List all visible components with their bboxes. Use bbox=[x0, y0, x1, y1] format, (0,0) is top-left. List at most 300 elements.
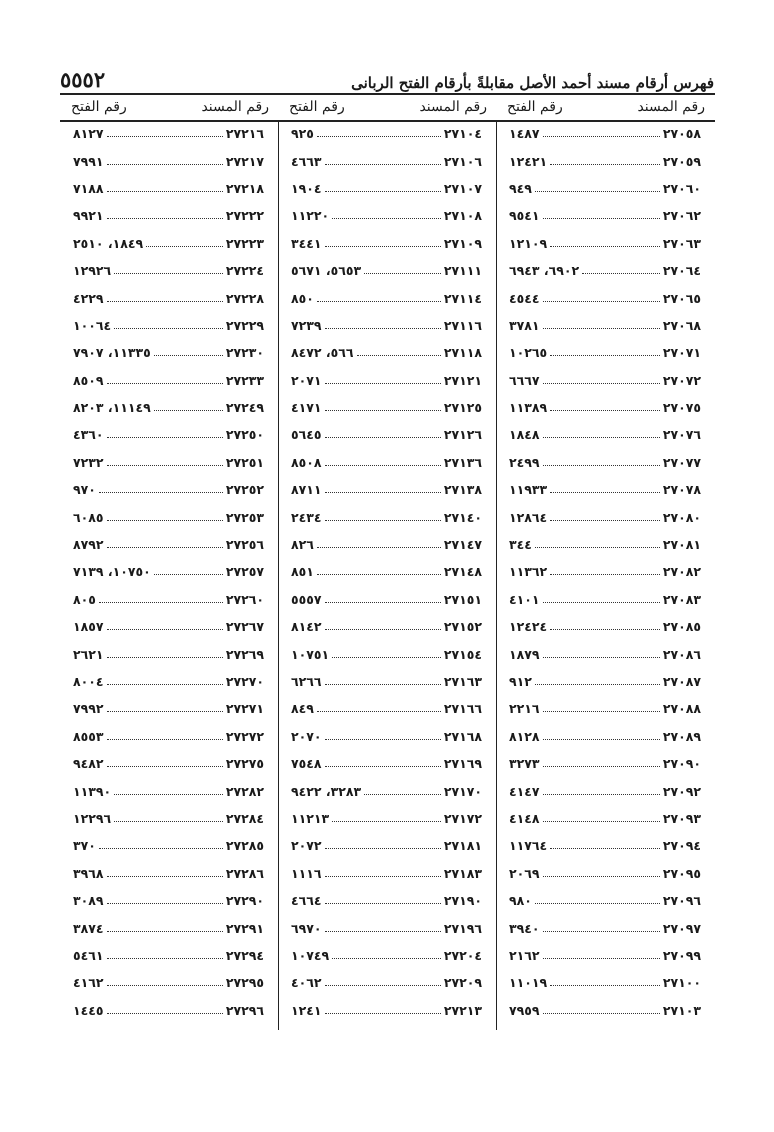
musnad-number: ٢٧٠٦٠ bbox=[662, 180, 701, 196]
table-row bbox=[291, 640, 482, 667]
leader-dots bbox=[317, 301, 441, 302]
leader-dots bbox=[543, 465, 660, 466]
musnad-number: ٢٧٠٩٤ bbox=[662, 838, 701, 854]
table-row bbox=[509, 750, 701, 777]
leader-dots bbox=[107, 164, 223, 165]
fath-number: ١٠٠٦٤ bbox=[73, 317, 112, 333]
leader-dots bbox=[114, 328, 223, 329]
musnad-number: ٢٧٠٧١ bbox=[662, 345, 701, 361]
fath-number: ٦٩٠٢، ٦٩٤٣ bbox=[509, 263, 580, 279]
fath-number: ١٠٢٦٥ bbox=[509, 345, 548, 361]
table-row bbox=[509, 312, 701, 339]
fath-number: ٤٠٦٢ bbox=[291, 975, 322, 991]
leader-dots bbox=[543, 602, 660, 603]
column-header-group bbox=[279, 93, 497, 120]
leader-dots bbox=[107, 684, 223, 685]
fath-number: ٢٠٧١ bbox=[291, 372, 322, 388]
fath-number: ٥٦٦، ٨٤٧٢ bbox=[291, 345, 354, 361]
table-row bbox=[291, 695, 482, 722]
table-row bbox=[291, 832, 482, 859]
fath-number: ٥٥٥٧ bbox=[291, 591, 322, 607]
leader-dots bbox=[550, 246, 660, 247]
page-number: ٥٥٥٢ bbox=[60, 67, 106, 92]
leader-dots bbox=[550, 520, 660, 521]
musnad-number: ٢٧١١١ bbox=[443, 263, 482, 279]
leader-dots bbox=[114, 821, 223, 822]
table-row bbox=[291, 805, 482, 832]
leader-dots bbox=[107, 520, 223, 521]
musnad-number: ٢٧٢١٣ bbox=[443, 1002, 482, 1018]
table-row bbox=[291, 202, 482, 229]
musnad-number: ٢٧١٦٦ bbox=[443, 701, 482, 717]
table-row bbox=[509, 120, 701, 147]
leader-dots bbox=[317, 136, 441, 137]
musnad-number: ٢٧١٨٣ bbox=[443, 865, 482, 881]
fath-number: ٨٤٩ bbox=[291, 701, 314, 717]
musnad-number: ٢٧٢١٧ bbox=[225, 153, 264, 169]
leader-dots bbox=[325, 328, 441, 329]
table-row bbox=[73, 284, 264, 311]
header-musnad: رقم المسند bbox=[419, 98, 487, 115]
table-row bbox=[509, 531, 701, 558]
fath-number: ٨٠٥ bbox=[73, 591, 96, 607]
musnad-number: ٢٧١٠٧ bbox=[443, 180, 482, 196]
musnad-number: ٢٧٢١٦ bbox=[225, 126, 264, 142]
musnad-number: ٢٧٠٨٣ bbox=[662, 591, 701, 607]
table-row bbox=[73, 723, 264, 750]
table-row bbox=[509, 695, 701, 722]
fath-number: ١١١٤٩، ٨٢٠٣ bbox=[73, 400, 151, 416]
leader-dots bbox=[325, 931, 441, 932]
leader-dots bbox=[543, 931, 660, 932]
leader-dots bbox=[550, 848, 660, 849]
musnad-number: ٢٧٠٦٢ bbox=[662, 208, 701, 224]
fath-number: ٣٩٤٠ bbox=[509, 920, 540, 936]
leader-dots bbox=[543, 218, 660, 219]
fath-number: ٨٠٠٤ bbox=[73, 674, 104, 689]
leader-dots bbox=[107, 711, 223, 712]
musnad-number: ٢٧٢٢٣ bbox=[225, 235, 264, 251]
fath-number: ١١٣٣٥، ٧٩٠٧ bbox=[73, 345, 151, 361]
fath-number: ٧٢٣٩ bbox=[291, 317, 322, 333]
table-row bbox=[509, 832, 701, 859]
table-row bbox=[509, 997, 701, 1024]
table-row bbox=[73, 613, 264, 640]
table-row bbox=[509, 175, 701, 202]
musnad-number: ٢٧٠٦٨ bbox=[662, 317, 701, 333]
musnad-number: ٢٧٠٩٣ bbox=[662, 810, 701, 826]
leader-dots bbox=[325, 1013, 441, 1014]
leader-dots bbox=[107, 191, 223, 192]
fath-number: ١١٧٦٤ bbox=[509, 838, 548, 854]
leader-dots bbox=[550, 410, 660, 411]
leader-dots bbox=[543, 876, 660, 877]
leader-dots bbox=[364, 273, 441, 274]
leader-dots bbox=[325, 876, 441, 877]
fath-number: ٩٩٢١ bbox=[73, 208, 104, 224]
leader-dots bbox=[325, 848, 441, 849]
fath-number: ٩٨٠ bbox=[509, 893, 532, 909]
fath-number: ٩٢٥ bbox=[291, 126, 314, 142]
leader-dots bbox=[107, 1013, 223, 1014]
leader-dots bbox=[332, 958, 441, 959]
leader-dots bbox=[107, 547, 223, 548]
musnad-number: ٢٧١٦٨ bbox=[443, 728, 482, 744]
table-row bbox=[291, 367, 482, 394]
leader-dots bbox=[325, 629, 441, 630]
musnad-number: ٢٧٢٩٠ bbox=[225, 893, 264, 909]
table-row bbox=[291, 777, 482, 804]
table-row bbox=[291, 942, 482, 969]
musnad-number: ٢٧١١٦ bbox=[443, 317, 482, 333]
table-row bbox=[73, 202, 264, 229]
table-row bbox=[509, 942, 701, 969]
musnad-number: ٢٧٠٨٢ bbox=[662, 564, 701, 580]
table-row bbox=[73, 914, 264, 941]
leader-dots bbox=[543, 301, 660, 302]
table-row bbox=[73, 120, 264, 147]
table-row bbox=[509, 476, 701, 503]
musnad-number: ٢٧١١٨ bbox=[443, 345, 482, 361]
leader-dots bbox=[107, 958, 223, 959]
musnad-number: ٢٧١٩٠ bbox=[443, 893, 482, 909]
index-column bbox=[497, 120, 715, 1030]
leader-dots bbox=[543, 136, 660, 137]
table-row bbox=[291, 531, 482, 558]
table-row bbox=[73, 750, 264, 777]
fath-number: ٤١٠١ bbox=[509, 591, 540, 607]
fath-number: ٦٩٧٠ bbox=[291, 920, 322, 936]
table-row bbox=[291, 558, 482, 585]
header-musnad: رقم المسند bbox=[201, 98, 269, 115]
fath-number: ٨٢٦ bbox=[291, 537, 314, 553]
musnad-number: ٢٧٢٥٠ bbox=[225, 427, 264, 443]
leader-dots bbox=[154, 355, 223, 356]
table-row bbox=[509, 367, 701, 394]
leader-dots bbox=[543, 958, 660, 959]
leader-dots bbox=[325, 520, 441, 521]
fath-number: ٦٠٨٥ bbox=[73, 509, 104, 525]
musnad-number: ٢٧٢٩٥ bbox=[225, 975, 264, 991]
leader-dots bbox=[325, 602, 441, 603]
leader-dots bbox=[107, 437, 223, 438]
leader-dots bbox=[107, 739, 223, 740]
leader-dots bbox=[325, 191, 441, 192]
index-column bbox=[279, 120, 497, 1030]
table-row bbox=[509, 887, 701, 914]
musnad-number: ٢٧٠٧٦ bbox=[662, 427, 701, 443]
table-row bbox=[291, 312, 482, 339]
fath-number: ٣٠٨٩ bbox=[73, 893, 104, 909]
table-row bbox=[73, 805, 264, 832]
fath-number: ٤٥٤٤ bbox=[509, 290, 540, 306]
musnad-number: ٢٧١٦٩ bbox=[443, 756, 482, 772]
leader-dots bbox=[543, 657, 660, 658]
fath-number: ٨١٢٧ bbox=[73, 126, 104, 142]
leader-dots bbox=[107, 383, 223, 384]
musnad-number: ٢٧٠٥٩ bbox=[662, 153, 701, 169]
musnad-number: ٢٧١٧٠ bbox=[443, 783, 482, 799]
leader-dots bbox=[550, 164, 660, 165]
leader-dots bbox=[535, 191, 660, 192]
table-row bbox=[291, 586, 482, 613]
header-fath: رقم الفتح bbox=[71, 98, 127, 115]
table-row bbox=[73, 668, 264, 695]
leader-dots bbox=[99, 602, 223, 603]
leader-dots bbox=[107, 876, 223, 877]
table-row bbox=[73, 695, 264, 722]
fath-number: ٨٥٠ bbox=[291, 290, 314, 306]
fath-number: ١٠٧٤٩ bbox=[291, 947, 330, 963]
fath-number: ٢٢١٦ bbox=[509, 701, 540, 717]
fath-number: ١٨٧٩ bbox=[509, 646, 540, 662]
table-row bbox=[73, 476, 264, 503]
fath-number: ١٢٢٩٦ bbox=[73, 810, 112, 826]
fath-number: ٥٦٤٥ bbox=[291, 427, 322, 443]
fath-number: ١٤٤٥ bbox=[73, 1002, 104, 1018]
leader-dots bbox=[325, 465, 441, 466]
musnad-number: ٢٧٢٢٨ bbox=[225, 290, 264, 306]
fath-number: ٢١٦٢ bbox=[509, 947, 540, 963]
fath-number: ١٢١٠٩ bbox=[509, 235, 548, 251]
table-row bbox=[73, 531, 264, 558]
leader-dots bbox=[107, 629, 223, 630]
fath-number: ١١٩٣٣ bbox=[509, 482, 548, 498]
table-row bbox=[73, 942, 264, 969]
table-row bbox=[291, 750, 482, 777]
fath-number: ٤٢٢٩ bbox=[73, 290, 104, 306]
musnad-number: ٢٧٢٤٩ bbox=[225, 400, 264, 416]
fath-number: ١٢٨٦٤ bbox=[509, 509, 548, 525]
fath-number: ١٢٤٢٤ bbox=[509, 619, 548, 635]
musnad-number: ٢٧٢٨٢ bbox=[225, 783, 264, 799]
leader-dots bbox=[332, 657, 441, 658]
table-row bbox=[291, 339, 482, 366]
musnad-number: ٢٧١٦٣ bbox=[443, 674, 482, 689]
leader-dots bbox=[325, 437, 441, 438]
leader-dots bbox=[550, 355, 660, 356]
leader-dots bbox=[535, 684, 660, 685]
table-row bbox=[291, 284, 482, 311]
fath-number: ١١٢١٣ bbox=[291, 810, 330, 826]
musnad-number: ٢٧٠٩٦ bbox=[662, 893, 701, 909]
musnad-number: ٢٧٢٧١ bbox=[225, 701, 264, 717]
musnad-number: ٢٧٠٥٨ bbox=[662, 126, 701, 142]
table-row bbox=[509, 421, 701, 448]
musnad-number: ٢٧٢٩٤ bbox=[225, 947, 264, 963]
index-column bbox=[61, 120, 279, 1030]
musnad-number: ٢٧١٥٢ bbox=[443, 619, 482, 635]
leader-dots bbox=[154, 574, 223, 575]
fath-number: ٤١٦٢ bbox=[73, 975, 104, 991]
fath-number: ٩١٢ bbox=[509, 674, 532, 689]
musnad-number: ٢٧٢٩١ bbox=[225, 920, 264, 936]
table-row bbox=[291, 997, 482, 1024]
musnad-number: ٢٧١٩٦ bbox=[443, 920, 482, 936]
fath-number: ١٨٥٧ bbox=[73, 619, 104, 635]
leader-dots bbox=[325, 383, 441, 384]
fath-number: ٨٧١١ bbox=[291, 482, 322, 498]
header-fath: رقم الفتح bbox=[507, 98, 563, 115]
fath-number: ٦٦٦٧ bbox=[509, 372, 540, 388]
musnad-number: ٢٧١٠٩ bbox=[443, 235, 482, 251]
musnad-number: ٢٧٠٧٧ bbox=[662, 454, 701, 470]
fath-number: ٧٢٣٢ bbox=[73, 454, 104, 470]
leader-dots bbox=[325, 492, 441, 493]
table-row bbox=[291, 613, 482, 640]
fath-number: ٨٥٠٨ bbox=[291, 454, 322, 470]
leader-dots bbox=[364, 794, 441, 795]
musnad-number: ٢٧٢٠٤ bbox=[443, 947, 482, 963]
fath-number: ١٨٤٨ bbox=[509, 427, 540, 443]
musnad-number: ٢٧٢٠٩ bbox=[443, 975, 482, 991]
musnad-number: ٢٧١٢٥ bbox=[443, 400, 482, 416]
table-row bbox=[509, 202, 701, 229]
musnad-number: ٢٧٢٥٦ bbox=[225, 537, 264, 553]
leader-dots bbox=[325, 410, 441, 411]
leader-dots bbox=[317, 547, 441, 548]
table-row bbox=[291, 147, 482, 174]
leader-dots bbox=[325, 903, 441, 904]
fath-number: ١٨٤٩، ٢٥١٠ bbox=[73, 235, 144, 251]
table-row bbox=[73, 503, 264, 530]
musnad-number: ٢٧١٣٦ bbox=[443, 454, 482, 470]
leader-dots bbox=[543, 383, 660, 384]
table-row bbox=[73, 997, 264, 1024]
fath-number: ٨٥١ bbox=[291, 564, 314, 580]
fath-number: ٣٨٧٤ bbox=[73, 920, 104, 936]
leader-dots bbox=[543, 739, 660, 740]
leader-dots bbox=[114, 794, 223, 795]
table-row bbox=[73, 449, 264, 476]
fath-number: ١٤٨٧ bbox=[509, 126, 540, 142]
fath-number: ٤١٤٧ bbox=[509, 783, 540, 799]
musnad-number: ٢٧٢٣٣ bbox=[225, 372, 264, 388]
musnad-number: ٢٧٠٩٢ bbox=[662, 783, 701, 799]
table-row bbox=[509, 558, 701, 585]
table-row bbox=[73, 887, 264, 914]
table-row bbox=[73, 394, 264, 421]
running-title: فهرس أرقام مسند أحمد الأصل مقابلةً بأرقام الفتح الربانى bbox=[351, 74, 714, 92]
musnad-number: ٢٧٠٨٠ bbox=[662, 509, 701, 525]
fath-number: ٣٧٠ bbox=[73, 838, 96, 854]
fath-number: ٢٤٩٩ bbox=[509, 454, 540, 470]
musnad-number: ٢٧٠٩٧ bbox=[662, 920, 701, 936]
fath-number: ٣٢٨٣، ٩٤٢٢ bbox=[291, 783, 362, 799]
musnad-number: ٢٧٢٧٢ bbox=[225, 728, 264, 744]
musnad-number: ٢٧٢٣٠ bbox=[225, 345, 264, 361]
table-row bbox=[509, 394, 701, 421]
musnad-number: ٢٧١١٤ bbox=[443, 290, 482, 306]
leader-dots bbox=[154, 410, 223, 411]
fath-number: ٧٩٩٢ bbox=[73, 701, 104, 717]
leader-dots bbox=[325, 739, 441, 740]
leader-dots bbox=[146, 246, 223, 247]
table-row bbox=[509, 969, 701, 996]
table-row bbox=[73, 860, 264, 887]
fath-number: ٢٠٧٢ bbox=[291, 838, 322, 854]
leader-dots bbox=[114, 273, 223, 274]
table-row bbox=[291, 421, 482, 448]
musnad-number: ٢٧٠٩٠ bbox=[662, 756, 701, 772]
musnad-number: ٢٧٢٢٢ bbox=[225, 208, 264, 224]
leader-dots bbox=[107, 985, 223, 986]
table-row bbox=[291, 175, 482, 202]
fath-number: ٨٧٩٢ bbox=[73, 537, 104, 553]
leader-dots bbox=[550, 574, 660, 575]
table-row bbox=[291, 449, 482, 476]
musnad-number: ٢٧١٠٤ bbox=[443, 126, 482, 142]
table-row bbox=[291, 668, 482, 695]
leader-dots bbox=[550, 985, 660, 986]
fath-number: ٩٥٤١ bbox=[509, 208, 540, 224]
musnad-number: ٢٧٢٨٦ bbox=[225, 865, 264, 881]
musnad-number: ٢٧٢٥٢ bbox=[225, 482, 264, 498]
table-row bbox=[509, 586, 701, 613]
fath-number: ٥٦٥٣، ٥٦٧١ bbox=[291, 263, 362, 279]
table-row bbox=[509, 257, 701, 284]
leader-dots bbox=[543, 766, 660, 767]
fath-number: ١٠٧٥٠، ٧١٣٩ bbox=[73, 564, 151, 580]
fath-number: ١١٣٨٩ bbox=[509, 400, 548, 416]
header-musnad: رقم المسند bbox=[637, 98, 705, 115]
musnad-number: ٢٧٠٧٥ bbox=[662, 400, 701, 416]
musnad-number: ٢٧٠٩٩ bbox=[662, 947, 701, 963]
musnad-number: ٢٧١٠٠ bbox=[662, 975, 701, 991]
fath-number: ٤٣٦٠ bbox=[73, 427, 104, 443]
fath-number: ٣٤٤١ bbox=[291, 235, 322, 251]
leader-dots bbox=[550, 629, 660, 630]
table-row bbox=[291, 257, 482, 284]
leader-dots bbox=[332, 821, 441, 822]
fath-number: ١٢٤١ bbox=[291, 1002, 322, 1018]
fath-number: ٥٤٦١ bbox=[73, 947, 104, 963]
table-row bbox=[73, 421, 264, 448]
fath-number: ٧٩٥٩ bbox=[509, 1002, 540, 1018]
leader-dots bbox=[107, 465, 223, 466]
musnad-number: ٢٧١٤٠ bbox=[443, 509, 482, 525]
fath-number: ٨١٤٢ bbox=[291, 619, 322, 635]
leader-dots bbox=[107, 218, 223, 219]
leader-dots bbox=[535, 903, 660, 904]
table-row bbox=[509, 668, 701, 695]
fath-number: ١١٢٢٠ bbox=[291, 208, 330, 224]
musnad-number: ٢٧٢٨٤ bbox=[225, 810, 264, 826]
table-row bbox=[291, 503, 482, 530]
musnad-number: ٢٧١٢٦ bbox=[443, 427, 482, 443]
table-row bbox=[509, 777, 701, 804]
table-row bbox=[291, 120, 482, 147]
table-row bbox=[291, 230, 482, 257]
leader-dots bbox=[107, 301, 223, 302]
fath-number: ٦٢٦٦ bbox=[291, 674, 322, 689]
table-row bbox=[509, 723, 701, 750]
table-row bbox=[509, 640, 701, 667]
fath-number: ٧٩٩١ bbox=[73, 153, 104, 169]
fath-number: ٧٥٤٨ bbox=[291, 756, 322, 772]
musnad-number: ٢٧٠٨٥ bbox=[662, 619, 701, 635]
leader-dots bbox=[325, 985, 441, 986]
column-headers bbox=[60, 93, 715, 120]
musnad-number: ٢٧١٥٤ bbox=[443, 646, 482, 662]
musnad-number: ٢٧١٠٣ bbox=[662, 1002, 701, 1018]
leader-dots bbox=[325, 246, 441, 247]
fath-number: ٩٤٩ bbox=[509, 180, 532, 196]
leader-dots bbox=[550, 492, 660, 493]
table-row bbox=[291, 887, 482, 914]
table-row bbox=[509, 449, 701, 476]
musnad-number: ٢٧٠٨٧ bbox=[662, 674, 701, 689]
